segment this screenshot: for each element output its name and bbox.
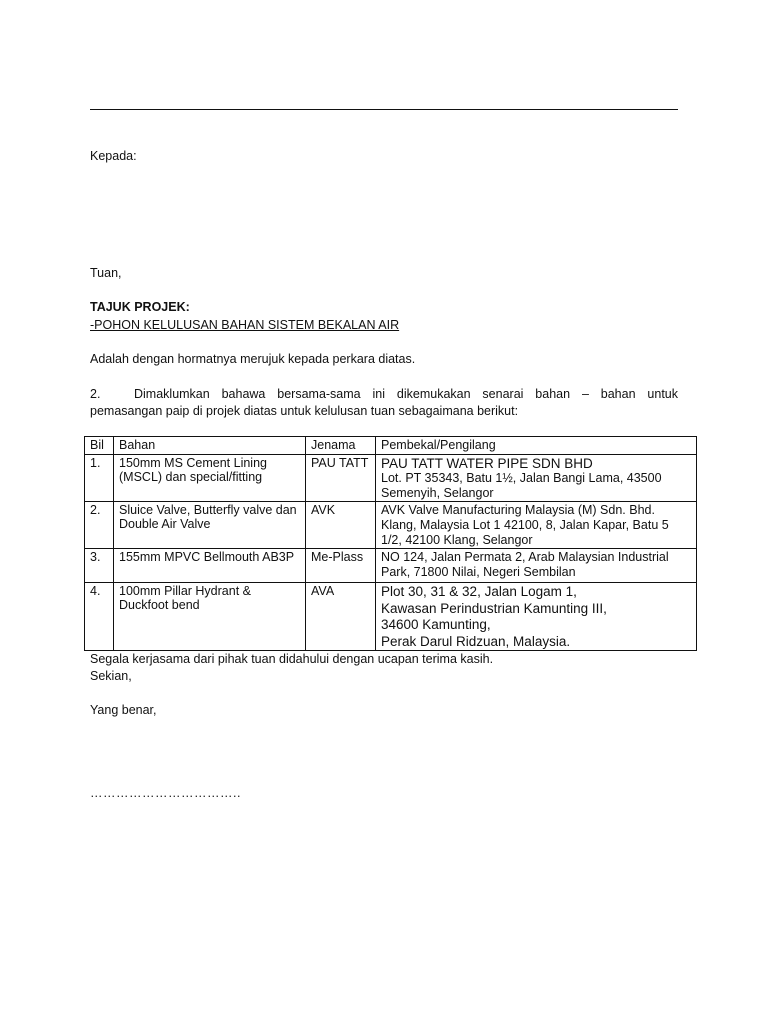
salutation: Tuan, xyxy=(90,266,122,280)
materials-table xyxy=(84,436,697,651)
supplier-address: Klang, Malaysia Lot 1 42100, 8, Jalan Kapar, Batu 5 1/2, 42100 Klang, Selangor xyxy=(381,518,669,547)
table-row xyxy=(85,549,697,583)
signoff: Yang benar, xyxy=(90,703,157,717)
cell-pembekal xyxy=(376,549,697,583)
paragraph-2-text: Dimaklumkan bahawa bersama-sama ini dikemukakan senarai bahan – bahan untuk pemasangan paip di projek diatas untuk kelulusan tuan sebagaimana berikut: xyxy=(90,387,678,418)
closing: Sekian, xyxy=(90,669,132,683)
cell-bahan: 150mm MS Cement Lining (MSCL) dan special/fitting xyxy=(114,455,306,502)
header-rule xyxy=(90,109,678,110)
cell-bil: 1. xyxy=(85,455,114,502)
cell-bahan: 100mm Pillar Hydrant & Duckfoot bend xyxy=(114,583,306,651)
paragraph-1: Adalah dengan hormatnya merujuk kepada perkara diatas. xyxy=(90,352,416,366)
cell-pembekal xyxy=(376,583,697,651)
paragraph-2 xyxy=(90,386,678,420)
supplier-name: PAU TATT WATER PIPE SDN BHD xyxy=(381,456,593,471)
cell-jenama: PAU TATT xyxy=(306,455,376,502)
table-row xyxy=(85,455,697,502)
supplier-address: NO 124, Jalan Permata 2, Arab Malaysian Industrial Park, 71800 Nilai, Negeri Sembilan xyxy=(381,550,669,579)
cell-jenama: AVA xyxy=(306,583,376,651)
cell-bil: 4. xyxy=(85,583,114,651)
table-header-row xyxy=(85,437,697,455)
cell-bahan: 155mm MPVC Bellmouth AB3P xyxy=(114,549,306,583)
header-jenama: Jenama xyxy=(306,437,376,455)
subject-line: -POHON KELULUSAN BAHAN SISTEM BEKALAN AIR xyxy=(90,318,400,332)
cell-pembekal xyxy=(376,502,697,549)
cell-bil: 2. xyxy=(85,502,114,549)
supplier-address-line: Plot 30, 31 & 32, Jalan Logam 1, xyxy=(381,584,577,599)
recipient-label: Kepada: xyxy=(90,149,137,163)
cell-bil: 3. xyxy=(85,549,114,583)
table-row xyxy=(85,502,697,549)
cell-pembekal xyxy=(376,455,697,502)
subject-heading: TAJUK PROJEK: xyxy=(90,300,190,314)
cell-jenama: Me-Plass xyxy=(306,549,376,583)
header-bil: Bil xyxy=(85,437,114,455)
cell-jenama: AVK xyxy=(306,502,376,549)
paragraph-2-number: 2. xyxy=(90,387,101,401)
supplier-address-line: 34600 Kamunting, xyxy=(381,617,491,632)
supplier-name: AVK Valve Manufacturing Malaysia (M) Sdn. Bhd. xyxy=(381,503,655,517)
header-bahan: Bahan xyxy=(114,437,306,455)
table-row xyxy=(85,583,697,651)
supplier-address: Lot. PT 35343, Batu 1½, Jalan Bangi Lama, 43500 Semenyih, Selangor xyxy=(381,471,662,500)
supplier-address-line: Kawasan Perindustrian Kamunting III, xyxy=(381,600,607,616)
closing-thanks: Segala kerjasama dari pihak tuan didahului dengan ucapan terima kasih. xyxy=(90,652,494,666)
signature-line: …………………………….. xyxy=(90,786,241,800)
header-pembekal: Pembekal/Pengilang xyxy=(376,437,697,455)
supplier-address-line: Perak Darul Ridzuan, Malaysia. xyxy=(381,633,571,649)
cell-bahan: Sluice Valve, Butterfly valve dan Double Air Valve xyxy=(114,502,306,549)
